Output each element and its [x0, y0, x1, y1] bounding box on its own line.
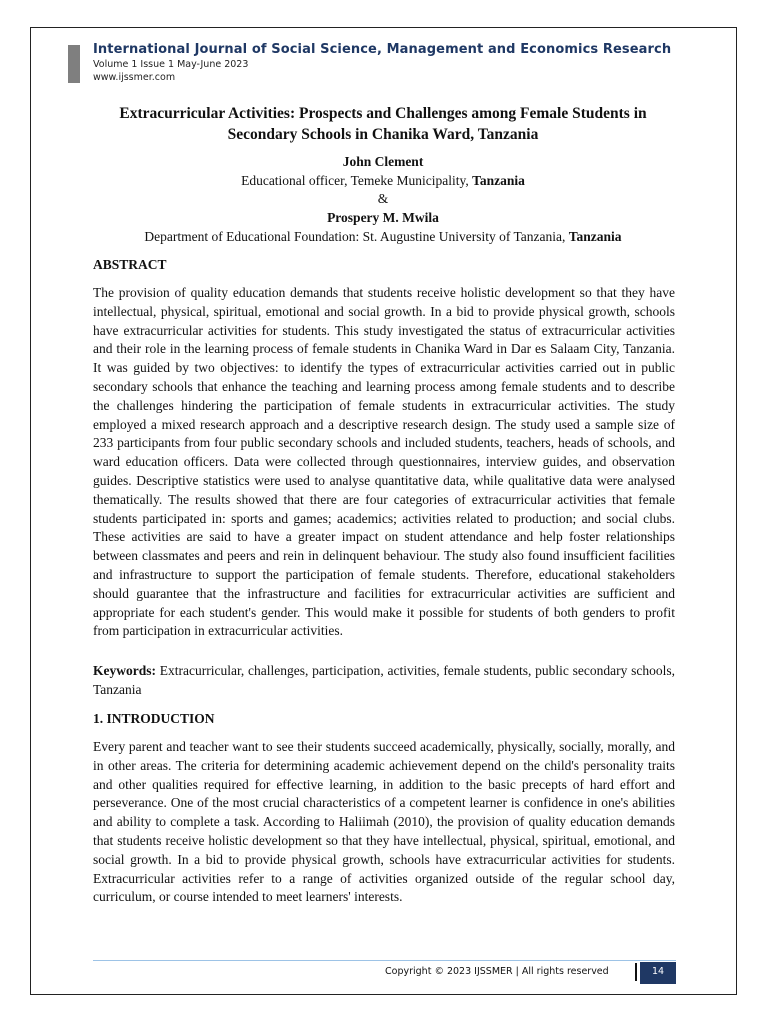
author-2-name: Prospery M. Mwila: [327, 210, 439, 225]
author-1-country: Tanzania: [472, 173, 525, 188]
paper-title-line-1: Extracurricular Activities: Prospects and Challenges among Female Students in: [119, 105, 647, 122]
author-2-country: Tanzania: [568, 229, 622, 244]
author-2-affiliation-text: Department of Educational Foundation: St. Augustine University of Tanzania,: [144, 229, 569, 244]
keywords-text: Extracurricular, challenges, participation, activities, female students, public secondary schools, Tanzania: [93, 663, 675, 697]
introduction-text: Every parent and teacher want to see their students succeed academically, physically, socially, morally, and in other areas. The criteria for determining academic achievement depend on the child's personality traits and other qualities required for effective learning, in addition to the basic precepts of hard effort and perseverance. One of the most crucial characteristics of a competent learner is confidence in one's abilities and ability to complete a task. According to Haliimah (2010), the provision of quality education demands that students receive holistic development so that they have intellectual, physical, spiritual, emotional, and social growth. In a bid to provide physical growth, schools have extracurricular activities for students. Extracurricular activities refer to a range of activities organized outside of the regular school day, curriculum, or course intended to meet learners' interests.: [93, 739, 675, 905]
footer-separator: [635, 963, 637, 981]
page-number: 14: [640, 962, 676, 984]
author-1-name: John Clement: [342, 154, 424, 169]
footer-divider: [93, 960, 676, 961]
abstract-text: The provision of quality education demands that students receive holistic development so that they have intellectual, physical, spiritual, emotional and social growth. In a bid to provide physical growth, schools have extracurricular activities for students. This study investigated the status of extracurricular activities and their role in the learning process of female students in Chanika Ward in Dar es Salaam City, Tanzania. It was guided by two objectives: to identify the types of extracurricular activities carried out in public secondary schools that enhance the teaching and learning process among female students and to describe the challenges hindering the participation of female students in extracurricular activities. The study employed a mixed research approach and a descriptive research design. The study used a sample size of 233 participants from four public secondary schools and included students, teachers, heads of schools, and ward education officers. Data were collected through questionnaires, interview guides, and observation guides. Descriptive statistics were used to analyse quantitative data, while qualitative data were analysed thematically. The results showed that there are four categories of extracurricular activities that female students participated in: sports and games; academics; activities related to production; and social clubs. These activities are said to have a greater impact on student attendance and help foster relationships between classmates and peers and rein in delinquent behaviour. The study also found insufficient facilities and infrastructure to support the participation of female students. Therefore, educational stakeholders should guarantee that the infrastructure and facilities for extracurricular activities are sufficient and appropriate for each student's gender. This would make it possible for students of both genders to profit from participation in extracurricular activities.: [93, 285, 675, 639]
keywords-label: Keywords:: [93, 663, 156, 678]
introduction-heading: 1. INTRODUCTION: [93, 711, 215, 726]
author-1-affiliation-text: Educational officer, Temeke Municipality,: [241, 173, 473, 188]
keywords: [93, 662, 675, 700]
author-separator: &: [377, 191, 389, 206]
paper-title-line-2: Secondary Schools in Chanika Ward, Tanzania: [227, 126, 539, 143]
journal-title: International Journal of Social Science, Management and Economics Research: [93, 42, 672, 57]
author-2-affiliation: [92, 228, 674, 245]
abstract-heading: ABSTRACT: [93, 257, 167, 272]
author-1-affiliation: [92, 172, 674, 189]
footer-copyright: Copyright © 2023 IJSSMER | All rights reserved: [385, 966, 609, 977]
journal-website[interactable]: www.ijssmer.com: [93, 72, 176, 83]
journal-volume: Volume 1 Issue 1 May-June 2023: [93, 59, 249, 70]
paper-title: [92, 103, 674, 145]
header-accent-bar: [68, 45, 80, 83]
